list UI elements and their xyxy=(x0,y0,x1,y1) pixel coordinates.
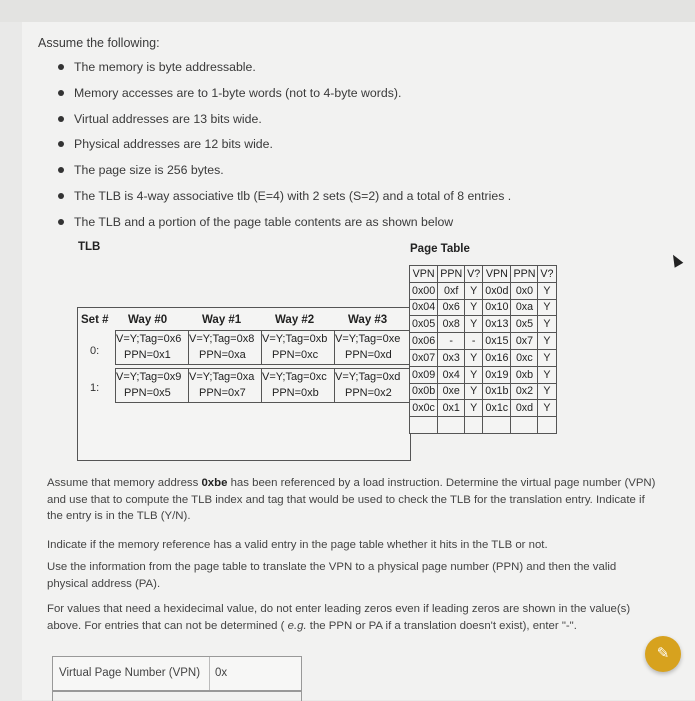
way-header: Way #1 xyxy=(202,314,242,326)
bullet-icon xyxy=(58,193,64,199)
bullet-icon xyxy=(58,141,64,147)
pencil-icon: ✎ xyxy=(656,645,670,662)
next-answer-row xyxy=(52,690,302,701)
list-item: The TLB and a portion of the page table contents are as shown below xyxy=(56,214,511,240)
table-row: 0x06 - - 0x15 0x7 Y xyxy=(410,333,557,350)
tlb-ppn: PPN=0x2 xyxy=(345,387,392,399)
table-header-row: VPN PPN V? VPN PPN V? xyxy=(410,266,557,283)
tlb-title: TLB xyxy=(78,241,101,253)
tlb-row xyxy=(115,368,410,403)
list-item: The memory is byte addressable. xyxy=(56,59,511,85)
tlb-ppn: PPN=0x1 xyxy=(124,349,171,361)
bullet-icon xyxy=(58,167,64,173)
question-paragraph: Use the information from the page table to translate the VPN to a physical page number (PPN) and then the valid physical address (PA). xyxy=(47,561,617,590)
bullet-icon xyxy=(58,90,64,96)
tlb-tag: V=Y;Tag=0xc xyxy=(262,371,327,383)
way-header: Way #3 xyxy=(348,314,388,326)
way-header: Way #0 xyxy=(128,314,168,326)
tlb-tag: V=Y;Tag=0xe xyxy=(335,333,401,345)
tlb-table xyxy=(77,307,411,461)
table-row: 0x0c 0x1 Y 0x1c 0xd Y xyxy=(410,400,557,417)
table-row: 0x09 0x4 Y 0x19 0xb Y xyxy=(410,366,557,383)
page-table-title: Page Table xyxy=(410,243,470,255)
tlb-ppn: PPN=0x5 xyxy=(124,387,171,399)
page-table xyxy=(409,265,557,434)
assumption-list xyxy=(56,59,511,240)
question-paragraph: Indicate if the memory reference has a valid entry in the page table whether it hits in the TLB or not. xyxy=(47,539,548,551)
table-row: 0x00 0xf Y 0x0d 0x0 Y xyxy=(410,282,557,299)
question-paragraph: For values that need a hexidecimal value, do not enter leading zeros even if leading zeros are shown in the value(s) above. For entries that can not be determined ( e.g. the PPN or PA if a translation doesn't exist), enter "-". xyxy=(47,603,631,632)
table-row: 0x04 0x6 Y 0x10 0xa Y xyxy=(410,299,557,316)
tlb-ppn: PPN=0x7 xyxy=(199,387,246,399)
memory-address: 0xbe xyxy=(201,477,228,489)
table-row: 0x05 0x8 Y 0x13 0x5 Y xyxy=(410,316,557,333)
tlb-ppn: PPN=0xc xyxy=(272,349,319,361)
edit-button[interactable] xyxy=(645,636,681,672)
way-header: Way #2 xyxy=(275,314,315,326)
list-item: The page size is 256 bytes. xyxy=(56,162,511,188)
tlb-tag: V=Y;Tag=0xa xyxy=(189,371,255,383)
tlb-ppn: PPN=0xd xyxy=(345,349,392,361)
set-label: 1: xyxy=(90,382,100,394)
bullet-icon xyxy=(58,219,64,225)
bullet-icon xyxy=(58,64,64,70)
vpn-label: Virtual Page Number (VPN) xyxy=(59,667,201,679)
tlb-tag: V=Y;Tag=0x9 xyxy=(116,371,182,383)
vpn-answer-row xyxy=(52,656,302,692)
table-row: 0x0b 0xe Y 0x1b 0x2 Y xyxy=(410,383,557,400)
tlb-tag: V=Y;Tag=0xb xyxy=(262,333,328,345)
vpn-input[interactable]: 0x xyxy=(215,667,228,679)
tlb-tag: V=Y;Tag=0xd xyxy=(335,371,401,383)
list-item: Memory accesses are to 1-byte words (not to 4-byte words). xyxy=(56,85,511,111)
list-item: The TLB is 4-way associative tlb (E=4) with 2 sets (S=2) and a total of 8 entries . xyxy=(56,188,511,214)
tlb-ppn: PPN=0xb xyxy=(272,387,319,399)
tlb-tag: V=Y;Tag=0x6 xyxy=(116,333,182,345)
set-label: 0: xyxy=(90,345,100,357)
intro-text: Assume the following: xyxy=(38,36,160,50)
question-paragraph: Assume that memory address 0xbe has been referenced by a load instruction. Determine the virtual page number (VPN) and use that to compute the TLB index and tag that would be used to check the TLB for the translation entry. Indicate if the entry is in the TLB (Y/N). xyxy=(47,477,656,522)
tlb-ppn: PPN=0xa xyxy=(199,349,246,361)
tlb-row xyxy=(115,330,410,365)
table-row xyxy=(410,417,557,434)
tlb-tag: V=Y;Tag=0x8 xyxy=(189,333,255,345)
top-band xyxy=(0,0,695,22)
set-header: Set # xyxy=(81,314,109,326)
list-item: Virtual addresses are 13 bits wide. xyxy=(56,111,511,137)
table-row: 0x07 0x3 Y 0x16 0xc Y xyxy=(410,349,557,366)
list-item: Physical addresses are 12 bits wide. xyxy=(56,136,511,162)
bullet-icon xyxy=(58,116,64,122)
